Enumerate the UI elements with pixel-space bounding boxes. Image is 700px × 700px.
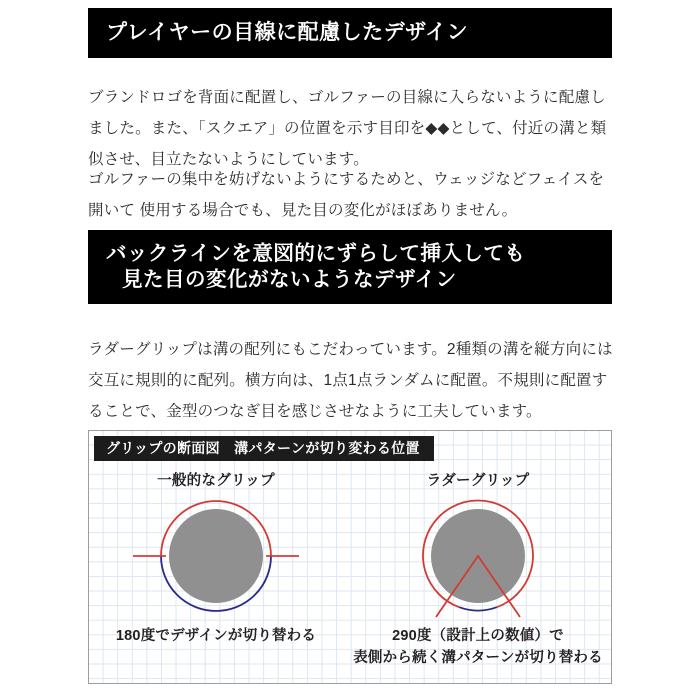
- grip-body-fill-left: [169, 509, 263, 603]
- section-1-paragraph-1: ブランドロゴを背面に配置し、ゴルファーの目線に入らないように配慮しました。また、「スクエア」の位置を示す目印を◆◆として、付近の溝と類似させ、目立たないようにしています。: [88, 88, 607, 168]
- section-2-paragraph-1: ラダーグリップは溝の配列にもこだわっています。2種類の溝を縦方向には交互に規則的に配列。横方向は、1点1点ランダムに配置。不規則に配置することで、金型のつなぎ目を感じさせなように工夫しています。: [88, 340, 613, 420]
- section-1-paragraph-2: ゴルファーの集中を妨げないようにするためと、ウェッジなどフェイスを開いて 使用する場合でも、見た目の変化がほぼありません。: [88, 170, 605, 219]
- diagram-caption-right-line-2: 表側から続く溝パターンが切り替わる: [353, 650, 603, 667]
- cross-section-figure-radar: [353, 493, 603, 619]
- diagram-caption-left: [91, 625, 341, 647]
- diagram-caption-right: [353, 625, 603, 670]
- section-heading-2: [88, 230, 612, 304]
- section-heading-2-line-1: バックラインを意図的にずらして挿入しても: [106, 241, 526, 265]
- diagram-column-title-left: 一般的なグリップ: [157, 473, 275, 489]
- diagram-column-radar-grip: [353, 469, 603, 681]
- section-heading-1-line-1: プレイヤーの目線に配慮したデザイン: [106, 20, 469, 44]
- grip-cross-section-diagram: [88, 430, 612, 684]
- diagram-column-title-right: ラダーグリップ: [426, 473, 530, 489]
- diagram-caption-right-line-1: 290度（設計上の数値）で: [392, 628, 564, 644]
- diagram-caption-left-line-1: 180度でデザインが切り替わる: [115, 628, 317, 644]
- diagram-column-conventional-grip: [91, 469, 341, 681]
- section-heading-2-line-2: 見た目の変化がないようなデザイン: [122, 268, 457, 291]
- section-heading-1: [88, 8, 612, 58]
- back-side-arc-right: [459, 607, 497, 610]
- diagram-title: グリップの断面図 溝パターンが切り変わる位置: [94, 436, 434, 461]
- cross-section-figure-conventional: [91, 493, 341, 619]
